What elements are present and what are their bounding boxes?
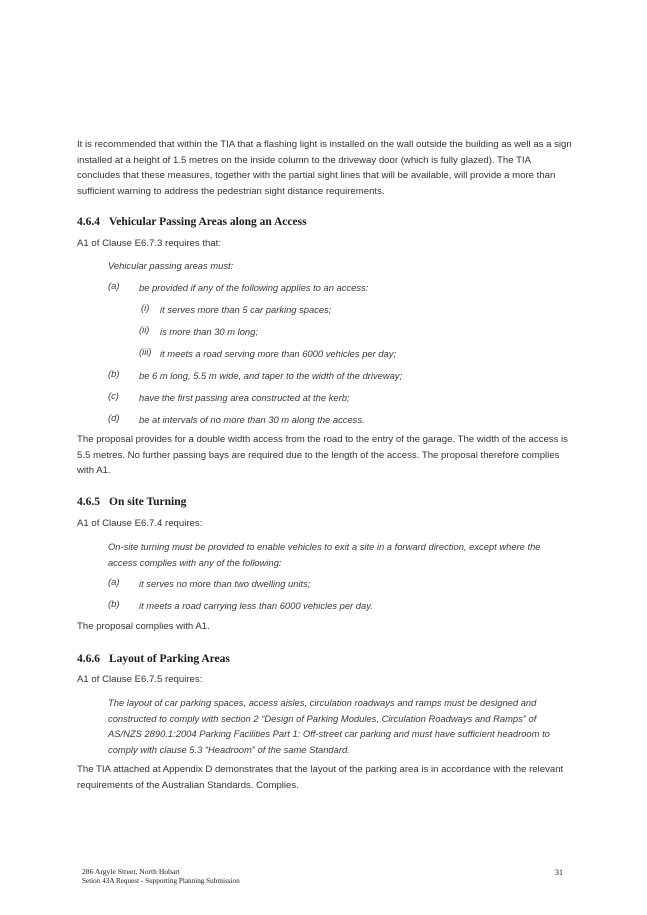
- footer-subtitle: Setion 43A Request - Supporting Planning Submission: [82, 877, 240, 885]
- sublist-item: it serves more than 5 car parking spaces;: [160, 304, 332, 315]
- clause-intro: A1 of Clause E6.7.3 requires that:: [77, 238, 221, 249]
- clause-intro: A1 of Clause E6.7.5 requires:: [77, 674, 203, 685]
- page-number: 31: [555, 868, 563, 877]
- list-item: be at intervals of no more than 30 m along the access.: [139, 414, 365, 425]
- section-number: 4.6.6: [77, 653, 100, 665]
- list-label: (c): [108, 390, 119, 401]
- section-heading-4-6-6: [77, 653, 230, 665]
- list-label: (b): [108, 598, 120, 609]
- sublist-label: (ii): [139, 324, 150, 335]
- sublist-label: (i): [141, 302, 150, 313]
- response-paragraph: The proposal complies with A1.: [77, 621, 210, 632]
- list-item: it meets a road carrying less than 6000 vehicles per day.: [139, 600, 373, 611]
- list-item: be provided if any of the following applies to an access:: [139, 282, 369, 293]
- section-number: 4.6.5: [77, 496, 100, 508]
- list-item: be 6 m long, 5.5 m wide, and taper to the width of the driveway;: [139, 370, 403, 381]
- clause-lead: On-site turning must be provided to enable vehicles to exit a site in a forward direction, except where the access complies with any of the following:: [108, 541, 541, 568]
- section-number: 4.6.4: [77, 216, 100, 228]
- list-item: have the first passing area constructed at the kerb;: [139, 392, 350, 403]
- section-title: On site Turning: [109, 496, 187, 508]
- clause-intro: A1 of Clause E6.7.4 requires:: [77, 518, 203, 529]
- list-label: (d): [108, 412, 120, 423]
- footer-address: 286 Argyle Street, North Hobart: [82, 867, 180, 876]
- list-label: (a): [108, 280, 120, 291]
- response-paragraph: The proposal provides for a double width access from the road to the entry of the garage. The width of the access is 5.5 metres. No further passing bays are required due to the length of the access. The proposal therefore complies with A1.: [77, 434, 568, 476]
- response-paragraph: The TIA attached at Appendix D demonstrates that the layout of the parking area is in accordance with the relevant requirements of the Australian Standards. Complies.: [77, 764, 564, 791]
- sublist-item: it meets a road serving more than 6000 vehicles per day;: [160, 348, 397, 359]
- list-item: it serves no more than two dwelling units;: [139, 578, 311, 589]
- intro-paragraph: It is recommended that within the TIA that a flashing light is installed on the wall outside the building as well as a sign installed at a height of 1.5 metres on the inside column to the driveway door (which is fully glazed). The TIA concludes that these measures, together with the partial sight lines that will be available, will provide a more than sufficient warning to address the pedestrian sight distance requirements.: [77, 139, 572, 197]
- section-heading-4-6-5: [77, 496, 186, 508]
- sublist-item: is more than 30 m long;: [160, 326, 258, 337]
- clause-quote: The layout of car parking spaces, access aisles, circulation roadways and ramps must be designed and constructed to comply with section 2 “Design of Parking Modules, Circulation Roadways and Ramps” of AS/NZS 2890.1:2004 Parking Facilities Part 1: Off-street car parking and must have sufficient headroom to comply with clause 5.3 “Headroom” of the same Standard.: [108, 697, 550, 755]
- list-label: (a): [108, 576, 120, 587]
- section-heading-4-6-4: [77, 216, 307, 228]
- list-label: (b): [108, 368, 120, 379]
- section-title: Vehicular Passing Areas along an Access: [109, 216, 307, 228]
- sublist-label: (iii): [139, 346, 152, 357]
- clause-lead: Vehicular passing areas must:: [108, 260, 234, 271]
- section-title: Layout of Parking Areas: [109, 653, 230, 665]
